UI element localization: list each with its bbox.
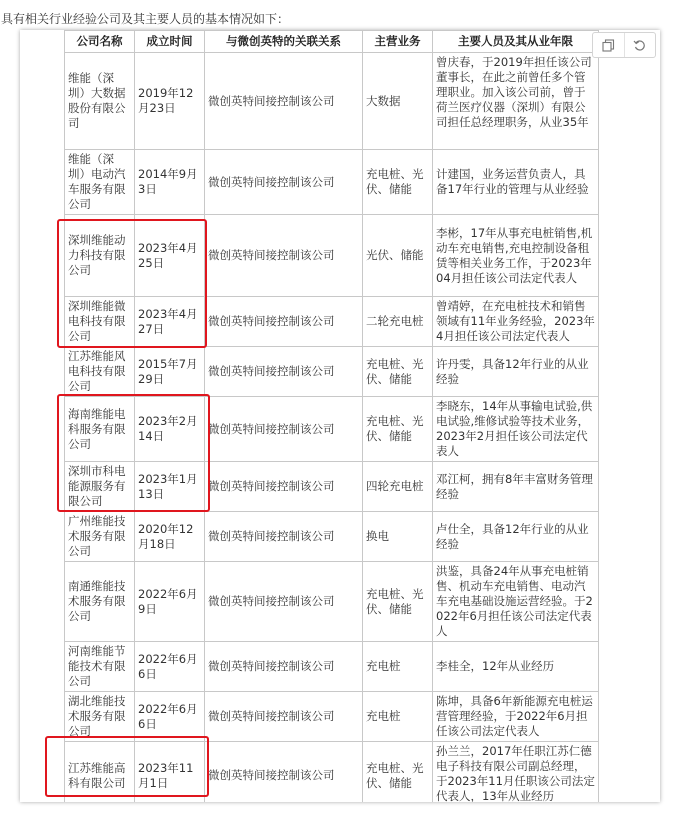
people-cell: 洪鉴，具备24年从事充电桩销售、机动车充电销售、电动汽车充电基础设施运营经验。于2022年6月担任该公司法定代表人 [433,562,599,642]
table-row [65,462,599,512]
relation-cell: 微创英特间接控制该公司 [205,742,363,803]
relation-cell: 微创英特间接控制该公司 [205,462,363,512]
table-row [65,215,599,297]
company-table [64,30,599,802]
header-key-people: 主要人员及其从业年限 [433,31,599,53]
people-cell: 曾靖婷，在充电桩技术和销售领域有11年业务经验，2023年4月担任该公司法定代表人 [433,297,599,347]
founded-date-cell: 2014年9月3日 [135,150,205,215]
company-name-cell: 深圳市科电能源服务有限公司 [65,462,135,512]
people-cell: 李彬，17年从事充电桩销售,机动车充电销售,充电控制设备租赁等相关业务工作，于2023年04月担任该公司法定代表人 [433,215,599,297]
founded-date-cell: 2019年12月23日 [135,53,205,150]
table-row [65,53,599,150]
header-relation: 与微创英特的关联关系 [205,31,363,53]
undo-icon[interactable] [624,33,656,57]
founded-date-cell: 2022年6月6日 [135,642,205,692]
business-cell: 充电桩、光伏、储能 [363,562,433,642]
company-name-cell: 海南维能电科服务有限公司 [65,397,135,462]
company-name-cell: 河南维能节能技术有限公司 [65,642,135,692]
relation-cell: 微创英特间接控制该公司 [205,150,363,215]
business-cell: 充电桩、光伏、储能 [363,347,433,397]
relation-cell: 微创英特间接控制该公司 [205,215,363,297]
founded-date-cell: 2022年6月9日 [135,562,205,642]
table-row [65,692,599,742]
founded-date-cell: 2022年6月6日 [135,692,205,742]
relation-cell: 微创英特间接控制该公司 [205,53,363,150]
table-frame [20,30,660,802]
table-row [65,347,599,397]
business-cell: 换电 [363,512,433,562]
business-cell: 四轮充电桩 [363,462,433,512]
company-name-cell: 维能（深圳）大数据股份有限公司 [65,53,135,150]
relation-cell: 微创英特间接控制该公司 [205,692,363,742]
table-row [65,742,599,803]
header-company-name: 公司名称 [65,31,135,53]
founded-date-cell: 2023年11月1日 [135,742,205,803]
relation-cell: 微创英特间接控制该公司 [205,642,363,692]
table-row [65,150,599,215]
table-row [65,397,599,462]
people-cell: 邓江柯，拥有8年丰富财务管理经验 [433,462,599,512]
business-cell: 充电桩 [363,642,433,692]
people-cell: 许丹雯，具备12年行业的从业经验 [433,347,599,397]
people-cell: 陈坤，具备6年新能源充电桩运营管理经验，于2022年6月担任该公司法定代表人 [433,692,599,742]
table-row [65,642,599,692]
founded-date-cell: 2023年4月25日 [135,215,205,297]
people-cell: 计建国，业务运营负责人，具备17年行业的管理与从业经验 [433,150,599,215]
company-name-cell: 深圳维能动力科技有限公司 [65,215,135,297]
company-name-cell: 江苏维能高科有限公司 [65,742,135,803]
relation-cell: 微创英特间接控制该公司 [205,297,363,347]
table-row [65,512,599,562]
company-name-cell: 南通维能技术服务有限公司 [65,562,135,642]
relation-cell: 微创英特间接控制该公司 [205,347,363,397]
header-founded-date: 成立时间 [135,31,205,53]
company-name-cell: 维能（深圳）电动汽车服务有限公司 [65,150,135,215]
company-name-cell: 湖北维能技术服务有限公司 [65,692,135,742]
table-row [65,297,599,347]
business-cell: 充电桩、光伏、储能 [363,150,433,215]
company-name-cell: 江苏维能风电科技有限公司 [65,347,135,397]
table-header-row [65,31,599,53]
relation-cell: 微创英特间接控制该公司 [205,397,363,462]
business-cell: 大数据 [363,53,433,150]
people-cell: 孙兰兰，2017年任职江苏仁德电子科技有限公司副总经理，于2023年11月任职该公司法定代表人，13年从业经历 [433,742,599,803]
people-cell: 曾庆春，于2019年担任该公司董事长，在此之前曾任多个管理职业。加入该公司前，曾于荷兰医疗仪器（深圳）有限公司担任总经理职务，从业35年 [433,53,599,150]
company-name-cell: 深圳维能微电科技有限公司 [65,297,135,347]
copy-icon[interactable] [593,33,624,57]
relation-cell: 微创英特间接控制该公司 [205,512,363,562]
intro-text: 具有相关行业经验公司及其主要人员的基本情况如下： [1,12,290,26]
founded-date-cell: 2023年4月27日 [135,297,205,347]
people-cell: 卢仕全，具备12年行业的从业经验 [433,512,599,562]
header-business: 主营业务 [363,31,433,53]
table-row [65,562,599,642]
founded-date-cell: 2020年12月18日 [135,512,205,562]
business-cell: 二轮充电桩 [363,297,433,347]
business-cell: 光伏、储能 [363,215,433,297]
company-name-cell: 广州维能技术服务有限公司 [65,512,135,562]
founded-date-cell: 2023年1月13日 [135,462,205,512]
business-cell: 充电桩、光伏、储能 [363,397,433,462]
people-cell: 李桂全，12年从业经历 [433,642,599,692]
relation-cell: 微创英特间接控制该公司 [205,562,363,642]
founded-date-cell: 2023年2月14日 [135,397,205,462]
business-cell: 充电桩、光伏、储能 [363,742,433,803]
founded-date-cell: 2015年7月29日 [135,347,205,397]
people-cell: 李晓东，14年从事输电试验,供电试验,维修试验等技术业务，2023年2月担任该公司法定代表人 [433,397,599,462]
business-cell: 充电桩 [363,692,433,742]
table-toolbar [592,32,656,58]
